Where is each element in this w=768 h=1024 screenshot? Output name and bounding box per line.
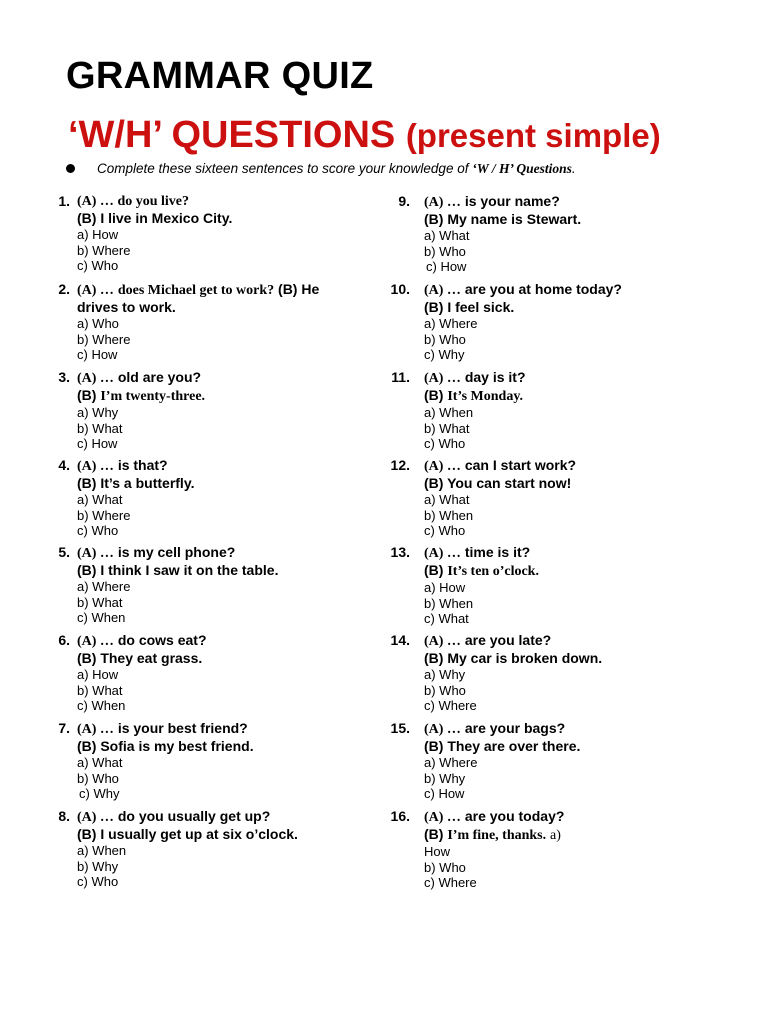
b-prefix: (B) <box>77 826 97 842</box>
option-b[interactable]: b) Why <box>424 770 466 786</box>
a-prefix: (A) … <box>77 283 114 298</box>
b-prefix: (B) <box>77 387 97 403</box>
question-number: 11. <box>391 369 410 385</box>
question-number: 7. <box>58 720 70 736</box>
option-b[interactable]: b) What <box>77 682 123 698</box>
option-b[interactable]: b) Why <box>77 858 119 874</box>
question-number: 16. <box>390 808 410 824</box>
b-text: They are over there. <box>447 738 581 754</box>
option-a[interactable]: a) Why <box>77 405 119 420</box>
option-c[interactable]: c) Who <box>424 523 466 538</box>
question-a-line <box>77 632 337 650</box>
b-prefix: (B) <box>77 210 97 226</box>
option-c[interactable]: c) Why <box>424 347 465 362</box>
a-prefix: (A) … <box>424 283 461 298</box>
question-b-line <box>424 211 684 228</box>
question-a-line <box>77 193 337 210</box>
question-a-line <box>77 544 337 562</box>
option-c[interactable]: c) When <box>77 610 126 625</box>
a-prefix: (A) … <box>77 810 114 825</box>
question-a-line <box>77 457 337 475</box>
option-a[interactable]: a) Where <box>424 316 478 331</box>
a-text: is my cell phone? <box>117 544 236 560</box>
b-prefix: (B) <box>424 299 444 315</box>
page-subtitle <box>68 112 661 159</box>
b-prefix: (B) <box>278 281 298 297</box>
b-text: I usually get up at six o’clock. <box>100 826 298 842</box>
option-c[interactable]: c) How <box>77 347 118 362</box>
option-a[interactable]: How <box>424 844 451 859</box>
page-title: GRAMMAR QUIZ <box>66 55 374 97</box>
b-prefix: (B) <box>424 475 444 491</box>
b-prefix: (B) <box>424 562 444 578</box>
question-b-line <box>424 299 684 316</box>
option-c[interactable]: c) Where <box>424 875 477 890</box>
question-number: 5. <box>58 544 70 560</box>
a-text: old are you? <box>117 369 202 385</box>
option-b[interactable]: b) Who <box>424 859 466 875</box>
question-number: 10. <box>390 281 410 297</box>
option-a[interactable]: a) What <box>77 755 123 770</box>
option-a[interactable]: a) What <box>424 228 470 243</box>
b-text: It’s ten o’clock. <box>447 564 539 579</box>
b-text: You can start now! <box>447 475 572 491</box>
b-text: My car is broken down. <box>447 650 603 666</box>
option-c[interactable]: c) When <box>77 698 126 713</box>
instructions-period: . <box>571 161 576 176</box>
b-text: It’s a butterfly. <box>100 475 195 491</box>
option-c[interactable]: c) Who <box>77 523 119 538</box>
option-a[interactable]: a) How <box>77 227 119 242</box>
a-text: are you at home today? <box>464 281 622 297</box>
option-c[interactable]: c) Where <box>424 698 477 713</box>
option-c[interactable]: c) Who <box>424 436 466 451</box>
option-a[interactable]: a) Where <box>424 755 478 770</box>
b-text: He drives to work. <box>77 281 320 315</box>
b-prefix: (B) <box>424 738 444 754</box>
question-b-line <box>424 650 684 667</box>
question-a-line <box>77 720 337 738</box>
a-text: can I start work? <box>464 457 577 473</box>
b-text: Sofia is my best friend. <box>100 738 254 754</box>
a-text: is your name? <box>464 193 560 209</box>
question-number: 4. <box>58 457 70 473</box>
a-prefix: (A) … <box>77 371 114 386</box>
option-b[interactable]: b) Who <box>424 682 466 698</box>
a-text: do you live? <box>117 194 190 209</box>
question-a-line <box>424 193 684 211</box>
question-a-line <box>424 720 684 738</box>
b-text: I feel sick. <box>447 299 515 315</box>
question-b-line <box>77 562 337 579</box>
option-a[interactable]: a) How <box>424 580 466 595</box>
option-a[interactable]: a) How <box>77 667 119 682</box>
option-c[interactable]: c) Who <box>77 874 119 889</box>
option-b[interactable]: b) What <box>77 594 123 610</box>
b-prefix: (B) <box>424 387 444 403</box>
option-b[interactable]: b) Who <box>424 331 466 347</box>
question-a-line <box>77 281 327 316</box>
question-number: 6. <box>58 632 70 648</box>
option-a[interactable]: a) What <box>424 492 470 507</box>
a-text: are your bags? <box>464 720 566 736</box>
b-prefix: (B) <box>424 826 444 842</box>
a-text: time is it? <box>464 544 531 560</box>
a-text: are you today? <box>464 808 565 824</box>
question-b-line <box>77 387 337 405</box>
option-c[interactable]: c) What <box>424 611 469 626</box>
b-prefix: (B) <box>77 475 97 491</box>
question-a-line <box>77 369 337 387</box>
a-text: day is it? <box>464 369 526 385</box>
question-a-line <box>424 544 684 562</box>
option-b[interactable]: b) When <box>424 595 474 611</box>
option-c[interactable]: c) How <box>424 786 465 801</box>
a-text: are you late? <box>464 632 552 648</box>
b-prefix: (B) <box>77 562 97 578</box>
subtitle-paren: (present simple) <box>405 117 661 154</box>
question-number: 14. <box>390 632 410 648</box>
b-text: My name is Stewart. <box>447 211 582 227</box>
question-number: 8. <box>58 808 70 824</box>
question-b-line <box>77 826 337 843</box>
option-b[interactable]: b) Who <box>424 243 466 259</box>
instructions-text <box>97 160 575 178</box>
option-c[interactable]: c) Who <box>77 258 119 273</box>
option-b[interactable]: b) What <box>424 420 470 436</box>
option-a-marker: a) <box>550 828 561 843</box>
option-b[interactable]: b) When <box>424 507 474 523</box>
option-a[interactable]: a) Why <box>424 667 466 682</box>
a-text: do cows eat? <box>117 632 207 648</box>
bullet-icon <box>66 164 75 173</box>
b-prefix: (B) <box>424 211 444 227</box>
instructions-body: Complete these sixteen sentences to score your knowledge of <box>97 161 469 176</box>
question-b-line <box>424 562 684 580</box>
a-prefix: (A) … <box>424 810 461 825</box>
option-b[interactable]: b) Where <box>77 331 131 347</box>
a-prefix: (A) … <box>77 194 114 209</box>
question-number: 13. <box>390 544 410 560</box>
question-b-line <box>77 650 337 667</box>
b-prefix: (B) <box>77 738 97 754</box>
question-number: 3. <box>58 369 70 385</box>
option-c[interactable]: c) How <box>426 259 467 274</box>
b-text: I think I saw it on the table. <box>100 562 279 578</box>
question-a-line <box>424 457 684 475</box>
option-a[interactable]: a) Who <box>77 316 119 331</box>
question-a-line <box>424 632 684 650</box>
option-a[interactable]: a) When <box>77 843 127 858</box>
question-number: 2. <box>58 281 70 297</box>
question-b-line <box>424 738 684 755</box>
a-text: does Michael get to work? <box>117 283 275 298</box>
option-b[interactable]: b) Where <box>77 242 131 258</box>
option-c[interactable]: c) How <box>77 436 118 451</box>
option-a[interactable]: a) When <box>424 405 474 420</box>
b-prefix: (B) <box>77 650 97 666</box>
question-number: 1. <box>58 193 70 209</box>
b-text: They eat grass. <box>100 650 203 666</box>
option-c[interactable]: c) Why <box>79 786 120 801</box>
option-b[interactable]: b) What <box>77 420 123 436</box>
option-b[interactable]: b) Who <box>77 770 119 786</box>
question-a-line <box>424 369 684 387</box>
a-text: is your best friend? <box>117 720 248 736</box>
a-prefix: (A) … <box>77 722 114 737</box>
question-b-line <box>424 826 684 844</box>
b-text: It’s Monday. <box>447 389 524 404</box>
b-text: I’m twenty-three. <box>100 389 206 404</box>
a-prefix: (A) … <box>77 459 114 474</box>
a-prefix: (A) … <box>424 634 461 649</box>
a-prefix: (A) … <box>424 722 461 737</box>
b-text: I live in Mexico City. <box>100 210 233 226</box>
option-a[interactable]: a) Where <box>77 579 131 594</box>
b-text: I’m fine, thanks. <box>447 828 547 843</box>
option-a[interactable]: a) What <box>77 492 123 507</box>
a-text: do you usually get up? <box>117 808 271 824</box>
question-a-line <box>424 281 684 299</box>
question-number: 9. <box>398 193 410 209</box>
question-a-line <box>424 808 684 826</box>
b-prefix: (B) <box>424 650 444 666</box>
subtitle-main: ‘W/H’ QUESTIONS <box>68 114 396 156</box>
question-number: 12. <box>390 457 410 473</box>
a-prefix: (A) … <box>77 634 114 649</box>
question-b-line <box>77 210 337 227</box>
a-text: is that? <box>117 457 168 473</box>
question-a-line <box>77 808 337 826</box>
a-prefix: (A) … <box>424 195 461 210</box>
question-number: 15. <box>390 720 410 736</box>
question-b-line <box>77 475 337 492</box>
question-b-line <box>424 387 684 405</box>
instructions-emphasis: ‘W / H’ Questions <box>472 161 572 176</box>
a-prefix: (A) … <box>424 371 461 386</box>
question-b-line <box>424 475 684 492</box>
option-b[interactable]: b) Where <box>77 507 131 523</box>
a-prefix: (A) … <box>77 546 114 561</box>
a-prefix: (A) … <box>424 459 461 474</box>
question-b-line <box>77 738 337 755</box>
a-prefix: (A) … <box>424 546 461 561</box>
